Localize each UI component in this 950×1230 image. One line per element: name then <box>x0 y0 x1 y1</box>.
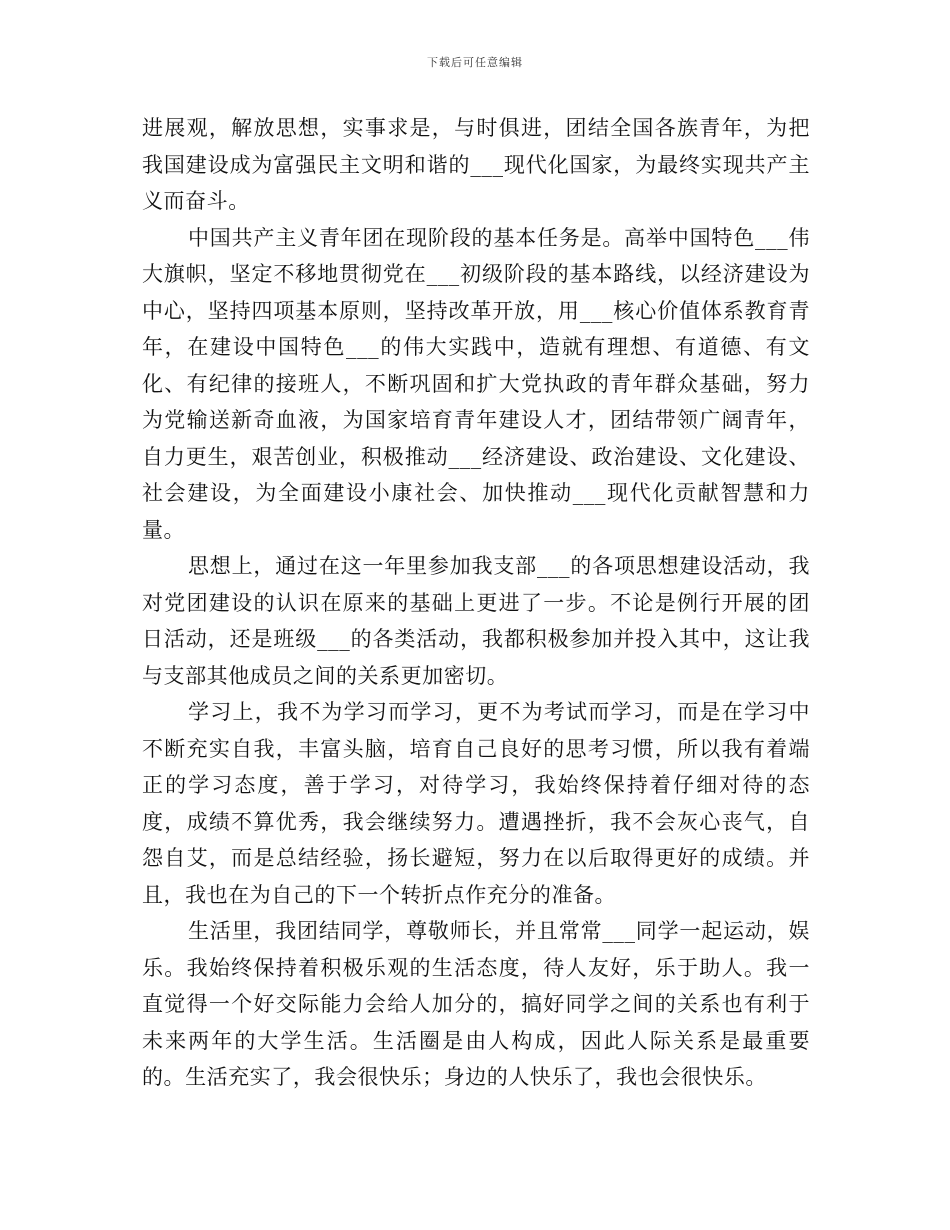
paragraph-5: 生活里，我团结同学，尊敬师长，并且常常___同学一起运动，娱乐。我始终保持着积极乐观的生活态度，待人友好，乐于助人。我一直觉得一个好交际能力会给人加分的，搞好同学之间的关系也有利于未来两年的大学生活。生活圈是由人构成，因此人际关系是最重要的。生活充实了，我会很快乐；身边的人快乐了，我也会很快乐。 <box>142 919 810 1089</box>
header-note: 下载后可任意编辑 <box>427 56 523 69</box>
paragraph-2: 中国共产主义青年团在现阶段的基本任务是。高举中国特色___伟大旗帜，坚定不移地贯彻党在___初级阶段的基本路线，以经济建设为中心，坚持四项基本原则，坚持改革开放，用___核心价值体系教育青年，在建设中国特色___的伟大实践中，造就有理想、有道德、有文化、有纪律的接班人，不断巩固和扩大党执政的青年群众基础，努力为党输送新奇血液，为国家培育青年建设人才，团结带领广阔青年，自力更生，艰苦创业，积极推动___经济建设、政治建设、文化建设、社会建设，为全面建设小康社会、加快推动___现代化贡献智慧和力量。 <box>142 225 810 542</box>
paragraph-3: 思想上，通过在这一年里参加我支部___的各项思想建设活动，我对党团建设的认识在原来的基础上更进了一步。不论是例行开展的团日活动，还是班级___的各类活动，我都积极参加并投入其中，这让我与支部其他成员之间的关系更加密切。 <box>142 554 810 688</box>
paragraph-1: 进展观，解放思想，实事求是，与时俱进，团结全国各族青年，为把我国建设成为富强民主文明和谐的___现代化国家，为最终实现共产主义而奋斗。 <box>142 116 810 213</box>
document-body <box>142 110 810 1096</box>
paragraph-4: 学习上，我不为学习而学习，更不为考试而学习，而是在学习中不断充实自我，丰富头脑，培育自己良好的思考习惯，所以我有着端正的学习态度，善于学习，对待学习，我始终保持着仔细对待的态度，成绩不算优秀，我会继续努力。遭遇挫折，我不会灰心丧气，自怨自艾，而是总结经验，扬长避短，努力在以后取得更好的成绩。并且，我也在为自己的下一个转折点作充分的准备。 <box>142 700 810 907</box>
